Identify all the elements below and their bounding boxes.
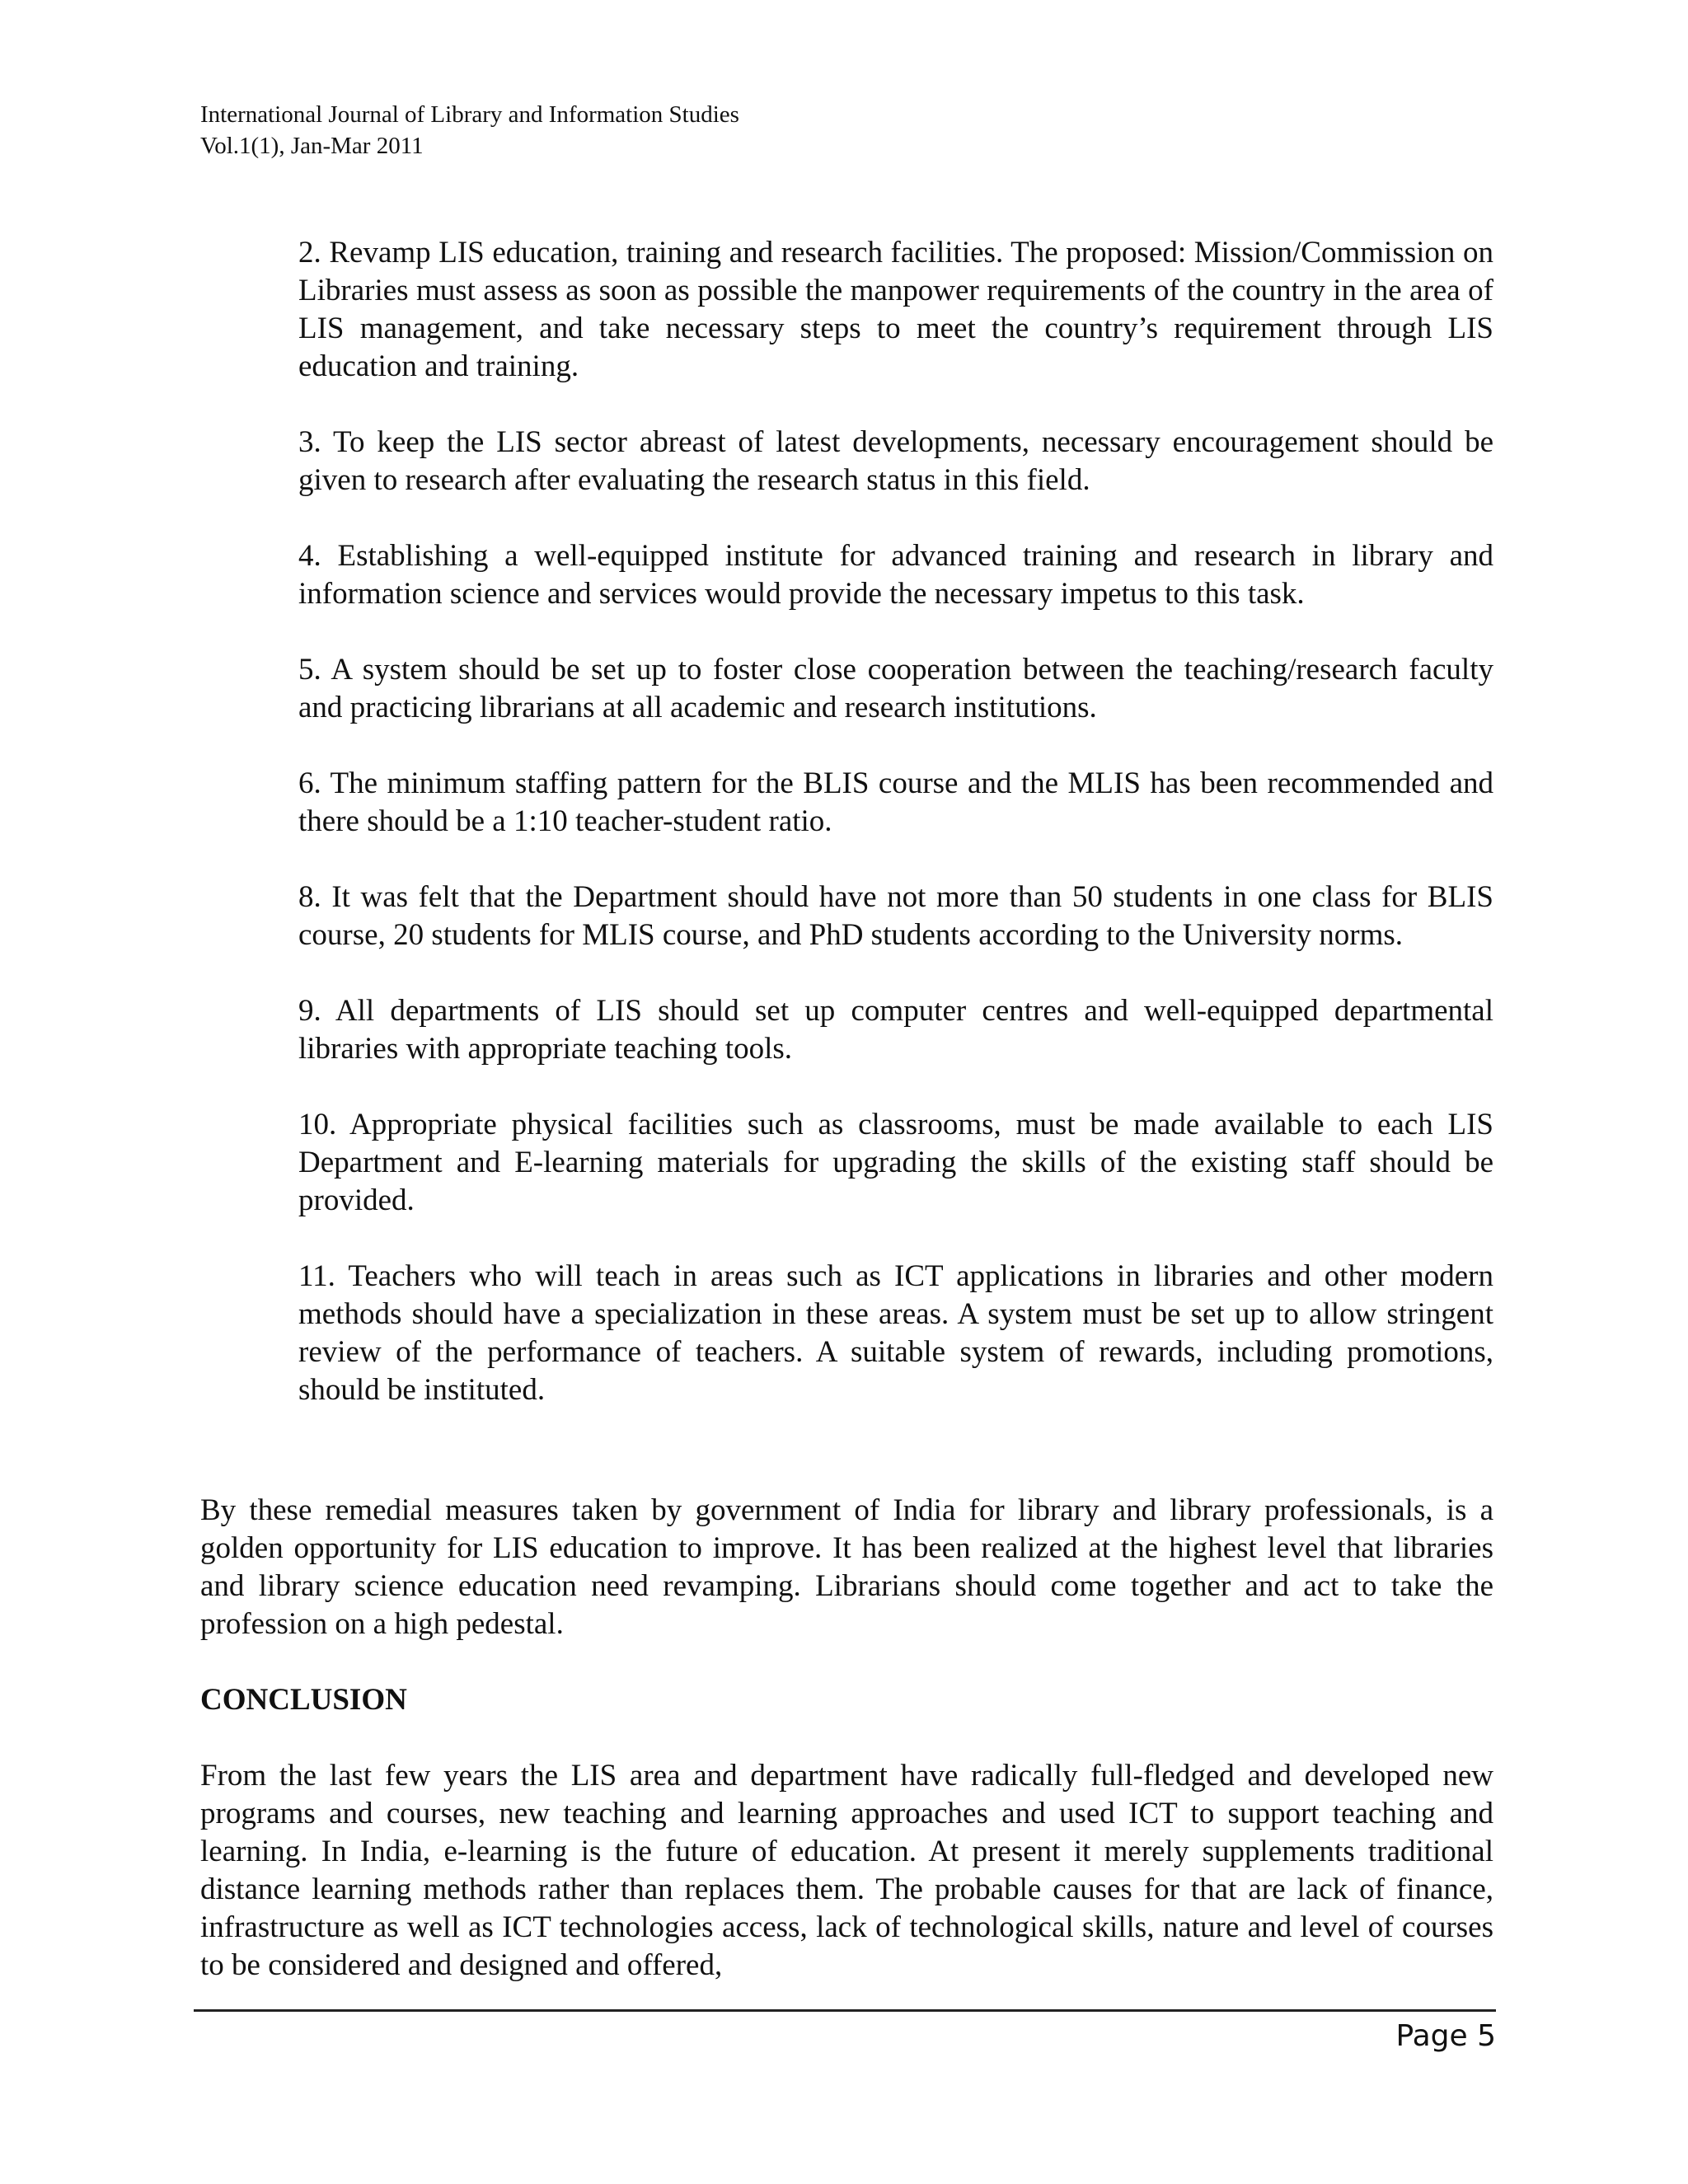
footer-divider bbox=[194, 2009, 1496, 2012]
remedial-paragraph: By these remedial measures taken by government of India for library and library professionals, is a golden opportunity for LIS education to improve. It has been realized at the highest level that libraries and library science education need revamping. Librarians should come together and act to take the profession on a high pedestal. bbox=[200, 1493, 1493, 1641]
volume-issue: Vol.1(1), Jan-Mar 2011 bbox=[200, 133, 424, 159]
remedial-paragraph-block bbox=[200, 1492, 1493, 1643]
conclusion-paragraph-block bbox=[200, 1757, 1493, 1985]
conclusion-heading: CONCLUSION bbox=[200, 1683, 407, 1717]
conclusion-paragraph: From the last few years the LIS area and department have radically full-fledged and developed new programs and courses, new teaching and learning approaches and used ICT to support teaching and learning. In India, e-learning is the future of education. At present it merely supplements traditional distance learning methods rather than replaces them. The probable causes for that are lack of finance, infrastructure as well as ICT technologies access, lack of technological skills, nature and level of courses to be considered and designed and offered, bbox=[200, 1759, 1493, 1982]
recommendation-item: 6. The minimum staffing pattern for the BLIS course and the MLIS has been recommended and there should be a 1:10 teacher-student ratio. bbox=[298, 766, 1493, 838]
running-header bbox=[200, 99, 739, 162]
journal-title: International Journal of Library and Information Studies bbox=[200, 101, 739, 128]
recommendation-item: 9. All departments of LIS should set up computer centres and well-equipped departmental libraries with appropriate teaching tools. bbox=[298, 994, 1493, 1066]
recommendation-item: 3. To keep the LIS sector abreast of latest developments, necessary encouragement should be given to research after evaluating the research status in this field. bbox=[298, 425, 1493, 497]
recommendation-item: 8. It was felt that the Department should have not more than 50 students in one class for BLIS course, 20 students for MLIS course, and PhD students according to the University norms. bbox=[298, 880, 1493, 952]
recommendation-item: 10. Appropriate physical facilities such as classrooms, must be made available to each LIS Department and E-learning materials for upgrading the skills of the existing staff should be provided. bbox=[298, 1108, 1493, 1217]
recommendation-item: 2. Revamp LIS education, training and research facilities. The proposed: Mission/Commission on Libraries must assess as soon as possible the manpower requirements of the country in the area of LIS management, and take necessary steps to meet the country’s requirement through LIS education and training. bbox=[298, 236, 1493, 383]
page-number: Page 5 bbox=[1395, 2019, 1496, 2053]
recommendation-item: 4. Establishing a well-equipped institute for advanced training and research in library and information science and services would provide the necessary impetus to this task. bbox=[298, 539, 1493, 611]
recommendations-list bbox=[298, 234, 1493, 1447]
recommendation-item: 11. Teachers who will teach in areas such as ICT applications in libraries and other modern methods should have a specialization in these areas. A system must be set up to allow stringent review of the performance of teachers. A suitable system of rewards, including promotions, should be instituted. bbox=[298, 1259, 1493, 1407]
recommendation-item: 5. A system should be set up to foster close cooperation between the teaching/research faculty and practicing librarians at all academic and research institutions. bbox=[298, 653, 1493, 724]
